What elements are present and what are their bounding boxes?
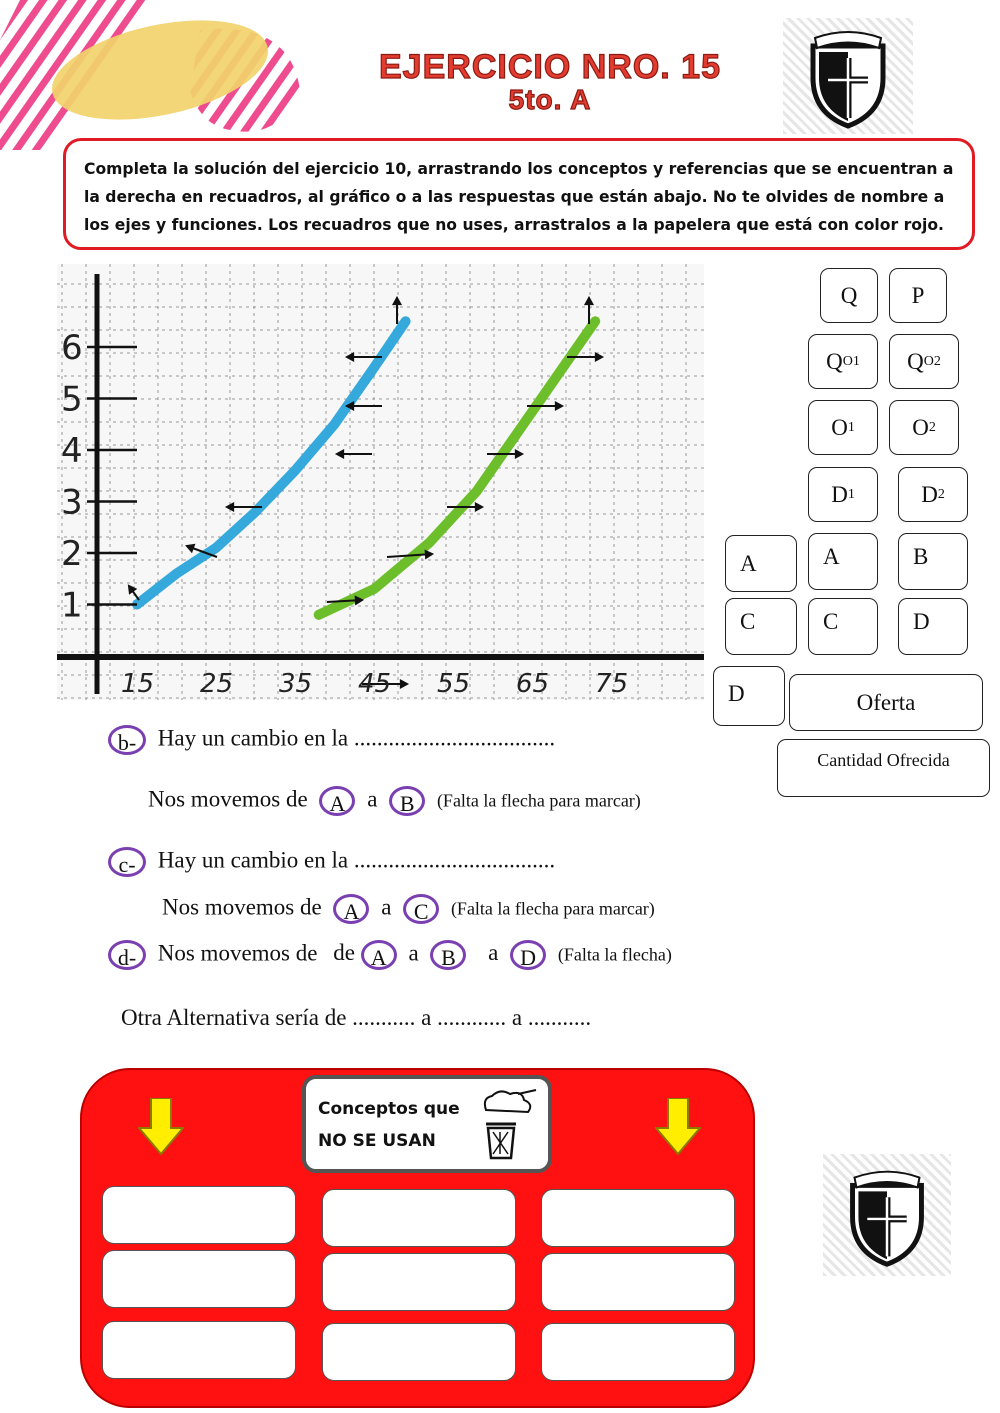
page-subtitle: 5to. A	[508, 84, 592, 115]
trash-label-line1: Conceptos que	[318, 1099, 460, 1119]
drop-slot[interactable]	[541, 1189, 735, 1247]
y-tick-label: 4	[61, 431, 83, 471]
supply-curve-1	[137, 321, 406, 604]
x-tick-label: 15	[121, 669, 155, 699]
decorative-stripes	[0, 0, 320, 160]
move-text: Nos movemos de	[148, 786, 308, 812]
tile-q-o2[interactable]: Q O2	[889, 334, 959, 389]
drop-slot[interactable]	[541, 1253, 735, 1311]
drop-slot[interactable]	[102, 1186, 296, 1244]
point-a: A	[333, 894, 369, 924]
tile-o2[interactable]: O 2	[889, 400, 959, 455]
point-c: C	[403, 894, 439, 924]
de-text: de	[333, 940, 355, 966]
tile-d2[interactable]: D 2	[898, 467, 968, 522]
trash-can-icon	[478, 1088, 538, 1162]
alternative-line: Otra Alternativa sería de ........... a ............ a ...........	[121, 1005, 592, 1030]
tile-c-left[interactable]: C	[725, 598, 797, 655]
move-text: Nos movemos de	[157, 940, 318, 966]
y-tick-label: 6	[61, 328, 83, 368]
move-text: Nos movemos de	[162, 894, 322, 920]
trash-label-text	[318, 1093, 460, 1157]
point-a: A	[361, 940, 397, 970]
drop-slot[interactable]	[322, 1323, 516, 1381]
connector-text: a	[381, 894, 392, 920]
question-c-label: c-	[108, 847, 146, 877]
question-c-move	[162, 894, 655, 924]
x-tick-label: 55	[437, 669, 471, 699]
tile-q-o1[interactable]: Q O1	[808, 334, 878, 389]
question-c-text: Hay un cambio en la ...................................	[157, 847, 556, 873]
point-b: B	[430, 940, 466, 970]
tile-q[interactable]: Q	[820, 268, 878, 323]
x-tick-label: 75	[595, 669, 629, 699]
question-d-label: d-	[108, 940, 146, 970]
x-tick-label: 65	[516, 669, 550, 699]
tile-d1[interactable]: D 1	[808, 467, 878, 522]
tile-p[interactable]: P	[889, 268, 947, 323]
y-tick-label: 3	[61, 482, 83, 523]
point-a: A	[319, 786, 355, 816]
tile-a[interactable]: A	[808, 533, 878, 590]
note-text: (Falta la flecha)	[557, 944, 672, 965]
tile-c[interactable]: C	[808, 598, 878, 655]
y-tick-label: 5	[61, 379, 83, 420]
connector-text: a	[488, 940, 499, 966]
tile-cantidad-ofrecida[interactable]: Cantidad Ofrecida	[777, 739, 990, 797]
tile-a-left[interactable]: A	[725, 535, 797, 592]
note-text: (Falta la flecha para marcar)	[450, 898, 655, 919]
grid-lines	[57, 264, 704, 700]
y-tick-label: 1	[61, 585, 83, 626]
tile-oferta[interactable]: Oferta	[789, 674, 983, 731]
trash-label-line2: NO SE USAN	[318, 1131, 436, 1151]
y-tick-label: 2	[61, 534, 83, 574]
question-b-text: Hay un cambio en la ...................................	[157, 725, 556, 751]
question-c	[108, 847, 555, 877]
question-b-label: b-	[108, 725, 146, 755]
tile-b[interactable]: B	[898, 533, 968, 590]
question-d	[108, 940, 672, 970]
note-text: (Falta la flecha para marcar)	[436, 790, 641, 811]
instructions-box: Completa la solución del ejercicio 10, arrastrando los conceptos y referencias que se encuentran a la derecha en recuadros, al gráfico o a las respuestas que están abajo. No te olvides de nombre a los ejes y funciones. Los recuadros que no uses, arrastralos a la papelera que está con color rojo.	[63, 138, 975, 250]
drop-slot[interactable]	[541, 1323, 735, 1381]
tile-o1[interactable]: O 1	[808, 400, 878, 455]
x-tick-label: 35	[279, 669, 313, 699]
down-arrow-icon	[655, 1098, 701, 1156]
point-d: D	[510, 940, 546, 970]
drop-slot[interactable]	[322, 1189, 516, 1247]
school-crest-logo	[823, 1154, 951, 1276]
drop-slot[interactable]	[102, 1321, 296, 1379]
connector-text: a	[408, 940, 419, 966]
school-crest-logo	[783, 18, 913, 134]
tile-d-left[interactable]: D	[713, 666, 785, 726]
page-title: EJERCICIO NRO. 15	[379, 48, 721, 86]
question-b	[108, 725, 555, 755]
point-b: B	[389, 786, 425, 816]
drop-slot[interactable]	[322, 1253, 516, 1311]
x-tick-label: 25	[200, 669, 234, 699]
graph-axes	[57, 274, 704, 694]
supply-graph	[57, 264, 704, 700]
x-tick-label: 45	[358, 669, 392, 699]
tile-d[interactable]: D	[898, 598, 968, 655]
question-b-move	[148, 786, 641, 816]
connector-text: a	[367, 786, 378, 812]
drop-slot[interactable]	[102, 1250, 296, 1308]
down-arrow-icon	[138, 1098, 184, 1156]
